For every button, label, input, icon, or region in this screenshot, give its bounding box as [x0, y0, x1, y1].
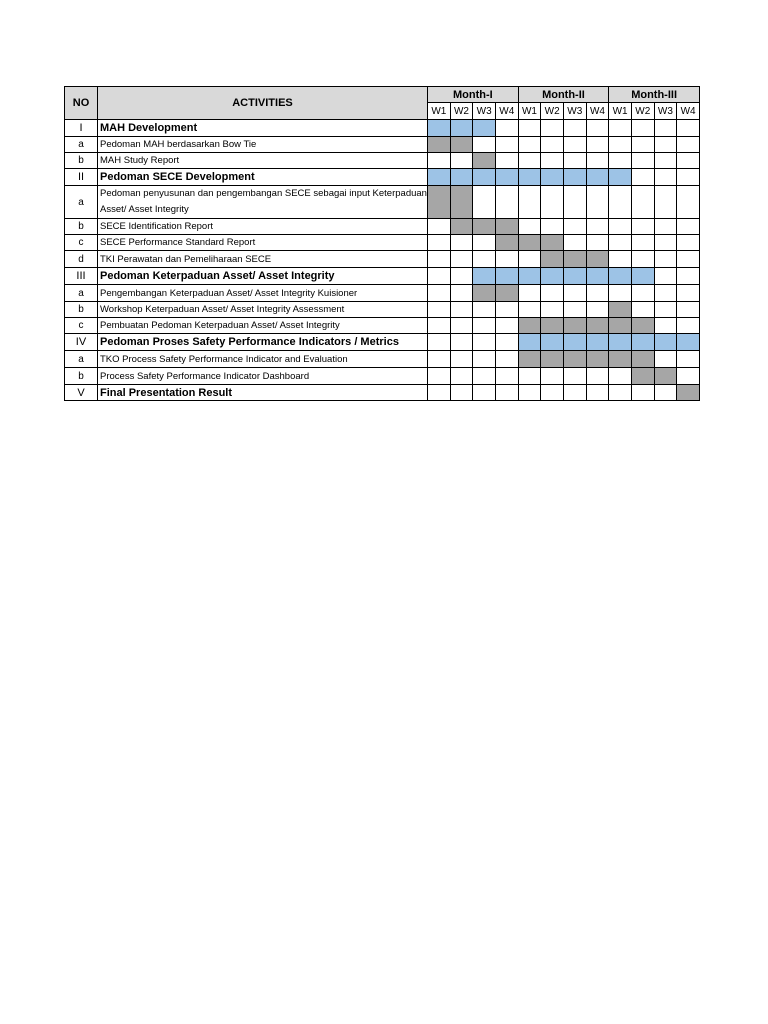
schedule-cell-milestone [563, 334, 586, 351]
row-number: d [65, 251, 98, 268]
schedule-cell-empty [518, 137, 541, 153]
schedule-cell-empty [609, 251, 632, 268]
schedule-cell-empty [631, 235, 654, 251]
header-month-2: Month-II [518, 87, 609, 103]
schedule-cell-empty [654, 351, 677, 368]
schedule-cell-task [586, 251, 609, 268]
activity-label: MAH Study Report [98, 153, 428, 169]
schedule-cell-empty [450, 268, 473, 285]
activity-heading: MAH Development [98, 120, 428, 137]
schedule-cell-empty [473, 334, 496, 351]
schedule-cell-empty [518, 368, 541, 385]
schedule-cell-empty [495, 153, 518, 169]
schedule-cell-empty [428, 285, 451, 302]
schedule-cell-empty [654, 268, 677, 285]
schedule-cell-milestone [428, 169, 451, 186]
schedule-cell-milestone [563, 169, 586, 186]
schedule-cell-empty [428, 251, 451, 268]
schedule-cell-task [518, 351, 541, 368]
schedule-cell-empty [450, 235, 473, 251]
schedule-cell-empty [677, 137, 700, 153]
schedule-cell-empty [609, 385, 632, 401]
activity-label: Pedoman penyusunan dan pengembangan SECE sebagai input Keterpaduan Asset/ Asset Integrity [98, 186, 428, 219]
schedule-cell-empty [518, 302, 541, 318]
schedule-cell-task [450, 137, 473, 153]
row-number: a [65, 351, 98, 368]
schedule-cell-empty [450, 153, 473, 169]
schedule-cell-empty [563, 153, 586, 169]
schedule-cell-task [609, 318, 632, 334]
header-month-1: Month-I [428, 87, 519, 103]
schedule-cell-task [677, 385, 700, 401]
schedule-cell-empty [473, 235, 496, 251]
header-week: W1 [428, 103, 451, 120]
schedule-cell-empty [609, 153, 632, 169]
schedule-cell-milestone [495, 169, 518, 186]
schedule-cell-milestone [541, 334, 564, 351]
schedule-cell-task [563, 251, 586, 268]
activity-heading: Pedoman SECE Development [98, 169, 428, 186]
schedule-cell-task [654, 368, 677, 385]
schedule-cell-task [563, 318, 586, 334]
schedule-cell-empty [654, 318, 677, 334]
header-month-3: Month-III [609, 87, 700, 103]
schedule-cell-empty [563, 235, 586, 251]
schedule-cell-empty [563, 368, 586, 385]
schedule-cell-empty [654, 235, 677, 251]
schedule-table [64, 86, 700, 401]
schedule-cell-empty [654, 302, 677, 318]
schedule-cell-milestone [563, 268, 586, 285]
schedule-cell-empty [631, 120, 654, 137]
table-row [65, 385, 700, 401]
schedule-body [65, 120, 700, 401]
schedule-cell-empty [631, 251, 654, 268]
activity-label: Pedoman MAH berdasarkan Bow Tie [98, 137, 428, 153]
table-row [65, 318, 700, 334]
schedule-cell-empty [428, 219, 451, 235]
table-row [65, 368, 700, 385]
schedule-cell-empty [541, 186, 564, 219]
schedule-cell-empty [518, 285, 541, 302]
schedule-cell-empty [563, 302, 586, 318]
schedule-cell-empty [518, 153, 541, 169]
schedule-cell-empty [518, 385, 541, 401]
row-number: b [65, 219, 98, 235]
schedule-cell-empty [586, 137, 609, 153]
schedule-cell-task [428, 186, 451, 219]
schedule-cell-task [473, 153, 496, 169]
schedule-cell-milestone [609, 169, 632, 186]
header-week: W4 [677, 103, 700, 120]
schedule-cell-empty [428, 235, 451, 251]
schedule-cell-milestone [450, 120, 473, 137]
schedule-cell-empty [654, 120, 677, 137]
schedule-cell-empty [631, 137, 654, 153]
schedule-cell-empty [495, 302, 518, 318]
header-week: W4 [495, 103, 518, 120]
schedule-cell-empty [473, 368, 496, 385]
schedule-cell-milestone [631, 334, 654, 351]
schedule-cell-empty [473, 385, 496, 401]
table-row [65, 169, 700, 186]
row-number: a [65, 285, 98, 302]
row-number: a [65, 186, 98, 219]
activity-label: SECE Identification Report [98, 219, 428, 235]
schedule-cell-milestone [654, 334, 677, 351]
schedule-cell-empty [563, 137, 586, 153]
schedule-cell-task [541, 235, 564, 251]
schedule-cell-empty [563, 285, 586, 302]
header-week: W1 [518, 103, 541, 120]
schedule-cell-empty [586, 385, 609, 401]
activity-label: Pengembangan Keterpaduan Asset/ Asset Integrity Kuisioner [98, 285, 428, 302]
activity-heading: Pedoman Proses Safety Performance Indicators / Metrics [98, 334, 428, 351]
schedule-cell-empty [518, 251, 541, 268]
table-row [65, 235, 700, 251]
table-row [65, 268, 700, 285]
schedule-cell-empty [563, 385, 586, 401]
schedule-cell-empty [609, 368, 632, 385]
table-row [65, 351, 700, 368]
schedule-cell-empty [654, 285, 677, 302]
table-row [65, 219, 700, 235]
activity-heading: Final Presentation Result [98, 385, 428, 401]
schedule-cell-task [541, 251, 564, 268]
schedule-cell-empty [563, 186, 586, 219]
schedule-cell-milestone [518, 268, 541, 285]
schedule-cell-empty [631, 186, 654, 219]
schedule-cell-empty [450, 351, 473, 368]
schedule-cell-empty [450, 285, 473, 302]
schedule-cell-empty [631, 285, 654, 302]
schedule-cell-task [495, 285, 518, 302]
schedule-cell-empty [450, 318, 473, 334]
row-number: c [65, 235, 98, 251]
table-row [65, 302, 700, 318]
schedule-cell-milestone [586, 268, 609, 285]
header-week: W2 [631, 103, 654, 120]
schedule-cell-empty [541, 219, 564, 235]
schedule-cell-milestone [495, 268, 518, 285]
schedule-cell-empty [631, 385, 654, 401]
schedule-cell-empty [428, 302, 451, 318]
schedule-cell-empty [495, 368, 518, 385]
schedule-cell-milestone [450, 169, 473, 186]
schedule-cell-empty [586, 235, 609, 251]
schedule-cell-empty [586, 153, 609, 169]
schedule-cell-task [473, 219, 496, 235]
schedule-cell-milestone [473, 268, 496, 285]
schedule-cell-empty [495, 186, 518, 219]
schedule-cell-empty [654, 251, 677, 268]
activity-heading: Pedoman Keterpaduan Asset/ Asset Integrity [98, 268, 428, 285]
schedule-cell-empty [541, 285, 564, 302]
schedule-cell-empty [541, 385, 564, 401]
schedule-cell-empty [677, 368, 700, 385]
schedule-cell-empty [495, 351, 518, 368]
row-number: b [65, 302, 98, 318]
schedule-cell-milestone [677, 334, 700, 351]
schedule-cell-empty [677, 318, 700, 334]
schedule-cell-empty [631, 219, 654, 235]
schedule-cell-milestone [428, 120, 451, 137]
schedule-cell-task [518, 235, 541, 251]
schedule-cell-empty [518, 120, 541, 137]
schedule-cell-milestone [609, 268, 632, 285]
schedule-cell-empty [428, 334, 451, 351]
schedule-cell-empty [428, 368, 451, 385]
schedule-cell-empty [654, 137, 677, 153]
row-number: V [65, 385, 98, 401]
schedule-cell-task [609, 302, 632, 318]
schedule-cell-task [473, 285, 496, 302]
schedule-cell-empty [677, 169, 700, 186]
schedule-cell-milestone [473, 120, 496, 137]
schedule-cell-empty [450, 368, 473, 385]
schedule-cell-task [631, 351, 654, 368]
schedule-cell-empty [541, 120, 564, 137]
schedule-cell-milestone [586, 169, 609, 186]
schedule-cell-task [586, 318, 609, 334]
schedule-cell-task [541, 351, 564, 368]
table-row [65, 186, 700, 219]
schedule-cell-empty [495, 251, 518, 268]
schedule-cell-empty [631, 302, 654, 318]
schedule-cell-empty [473, 186, 496, 219]
schedule-cell-empty [586, 302, 609, 318]
schedule-cell-empty [428, 385, 451, 401]
schedule-cell-task [495, 219, 518, 235]
schedule-cell-empty [473, 351, 496, 368]
table-row [65, 120, 700, 137]
row-number: II [65, 169, 98, 186]
schedule-cell-task [495, 235, 518, 251]
schedule-cell-empty [677, 153, 700, 169]
schedule-cell-empty [450, 302, 473, 318]
schedule-cell-empty [586, 368, 609, 385]
schedule-cell-empty [677, 186, 700, 219]
schedule-cell-empty [654, 169, 677, 186]
row-number: b [65, 153, 98, 169]
schedule-cell-milestone [473, 169, 496, 186]
schedule-cell-empty [428, 153, 451, 169]
schedule-cell-milestone [541, 268, 564, 285]
activity-label: Pembuatan Pedoman Keterpaduan Asset/ Asset Integrity [98, 318, 428, 334]
schedule-cell-empty [677, 268, 700, 285]
header-week: W3 [563, 103, 586, 120]
schedule-cell-milestone [609, 334, 632, 351]
schedule-cell-empty [677, 219, 700, 235]
header-activities: ACTIVITIES [98, 87, 428, 120]
schedule-cell-empty [677, 302, 700, 318]
table-row [65, 137, 700, 153]
activity-label: Workshop Keterpaduan Asset/ Asset Integrity Assessment [98, 302, 428, 318]
schedule-cell-empty [473, 137, 496, 153]
schedule-cell-empty [563, 120, 586, 137]
header-week: W4 [586, 103, 609, 120]
schedule-cell-empty [677, 235, 700, 251]
schedule-cell-empty [450, 334, 473, 351]
schedule-cell-empty [495, 334, 518, 351]
schedule-cell-milestone [518, 334, 541, 351]
activity-label: SECE Performance Standard Report [98, 235, 428, 251]
schedule-cell-task [450, 186, 473, 219]
schedule-cell-empty [677, 251, 700, 268]
schedule-cell-empty [586, 219, 609, 235]
schedule-cell-empty [473, 251, 496, 268]
schedule-cell-empty [609, 137, 632, 153]
row-number: a [65, 137, 98, 153]
table-row [65, 251, 700, 268]
schedule-cell-task [428, 137, 451, 153]
schedule-cell-task [631, 318, 654, 334]
schedule-cell-empty [473, 318, 496, 334]
schedule-cell-task [586, 351, 609, 368]
header-week: W2 [541, 103, 564, 120]
schedule-cell-empty [541, 302, 564, 318]
schedule-cell-empty [586, 186, 609, 219]
schedule-cell-empty [495, 318, 518, 334]
schedule-cell-empty [631, 153, 654, 169]
schedule-cell-task [631, 368, 654, 385]
row-number: IV [65, 334, 98, 351]
header-no: NO [65, 87, 98, 120]
schedule-cell-empty [473, 302, 496, 318]
schedule-cell-empty [428, 268, 451, 285]
schedule-cell-task [518, 318, 541, 334]
schedule-cell-empty [541, 137, 564, 153]
schedule-cell-empty [541, 153, 564, 169]
schedule-cell-empty [586, 120, 609, 137]
activity-label: TKO Process Safety Performance Indicator and Evaluation [98, 351, 428, 368]
schedule-cell-empty [495, 120, 518, 137]
schedule-cell-empty [654, 153, 677, 169]
schedule-cell-empty [495, 385, 518, 401]
table-row [65, 285, 700, 302]
schedule-cell-empty [677, 285, 700, 302]
schedule-cell-empty [518, 186, 541, 219]
table-row [65, 153, 700, 169]
activity-label: TKI Perawatan dan Pemeliharaan SECE [98, 251, 428, 268]
schedule-cell-empty [677, 120, 700, 137]
table-row [65, 334, 700, 351]
schedule-cell-milestone [541, 169, 564, 186]
schedule-cell-empty [450, 385, 473, 401]
schedule-cell-task [563, 351, 586, 368]
schedule-cell-milestone [586, 334, 609, 351]
schedule-cell-empty [428, 318, 451, 334]
schedule-cell-milestone [631, 268, 654, 285]
row-number: III [65, 268, 98, 285]
schedule-cell-empty [450, 251, 473, 268]
schedule-cell-empty [518, 219, 541, 235]
header-week: W2 [450, 103, 473, 120]
schedule-cell-empty [654, 385, 677, 401]
header-week: W3 [473, 103, 496, 120]
schedule-cell-empty [563, 219, 586, 235]
schedule-cell-empty [654, 186, 677, 219]
schedule-cell-task [541, 318, 564, 334]
schedule-cell-empty [654, 219, 677, 235]
schedule-cell-task [450, 219, 473, 235]
schedule-cell-milestone [518, 169, 541, 186]
activity-label: Process Safety Performance Indicator Dashboard [98, 368, 428, 385]
schedule-cell-empty [609, 219, 632, 235]
row-number: c [65, 318, 98, 334]
schedule-cell-empty [541, 368, 564, 385]
header-week: W1 [609, 103, 632, 120]
header-week: W3 [654, 103, 677, 120]
schedule-cell-empty [677, 351, 700, 368]
schedule-cell-empty [428, 351, 451, 368]
schedule-cell-empty [495, 137, 518, 153]
row-number: I [65, 120, 98, 137]
schedule-cell-empty [609, 186, 632, 219]
schedule-cell-task [609, 351, 632, 368]
schedule-cell-empty [631, 169, 654, 186]
schedule-cell-empty [609, 120, 632, 137]
schedule-cell-empty [609, 285, 632, 302]
schedule-cell-empty [609, 235, 632, 251]
row-number: b [65, 368, 98, 385]
schedule-cell-empty [586, 285, 609, 302]
